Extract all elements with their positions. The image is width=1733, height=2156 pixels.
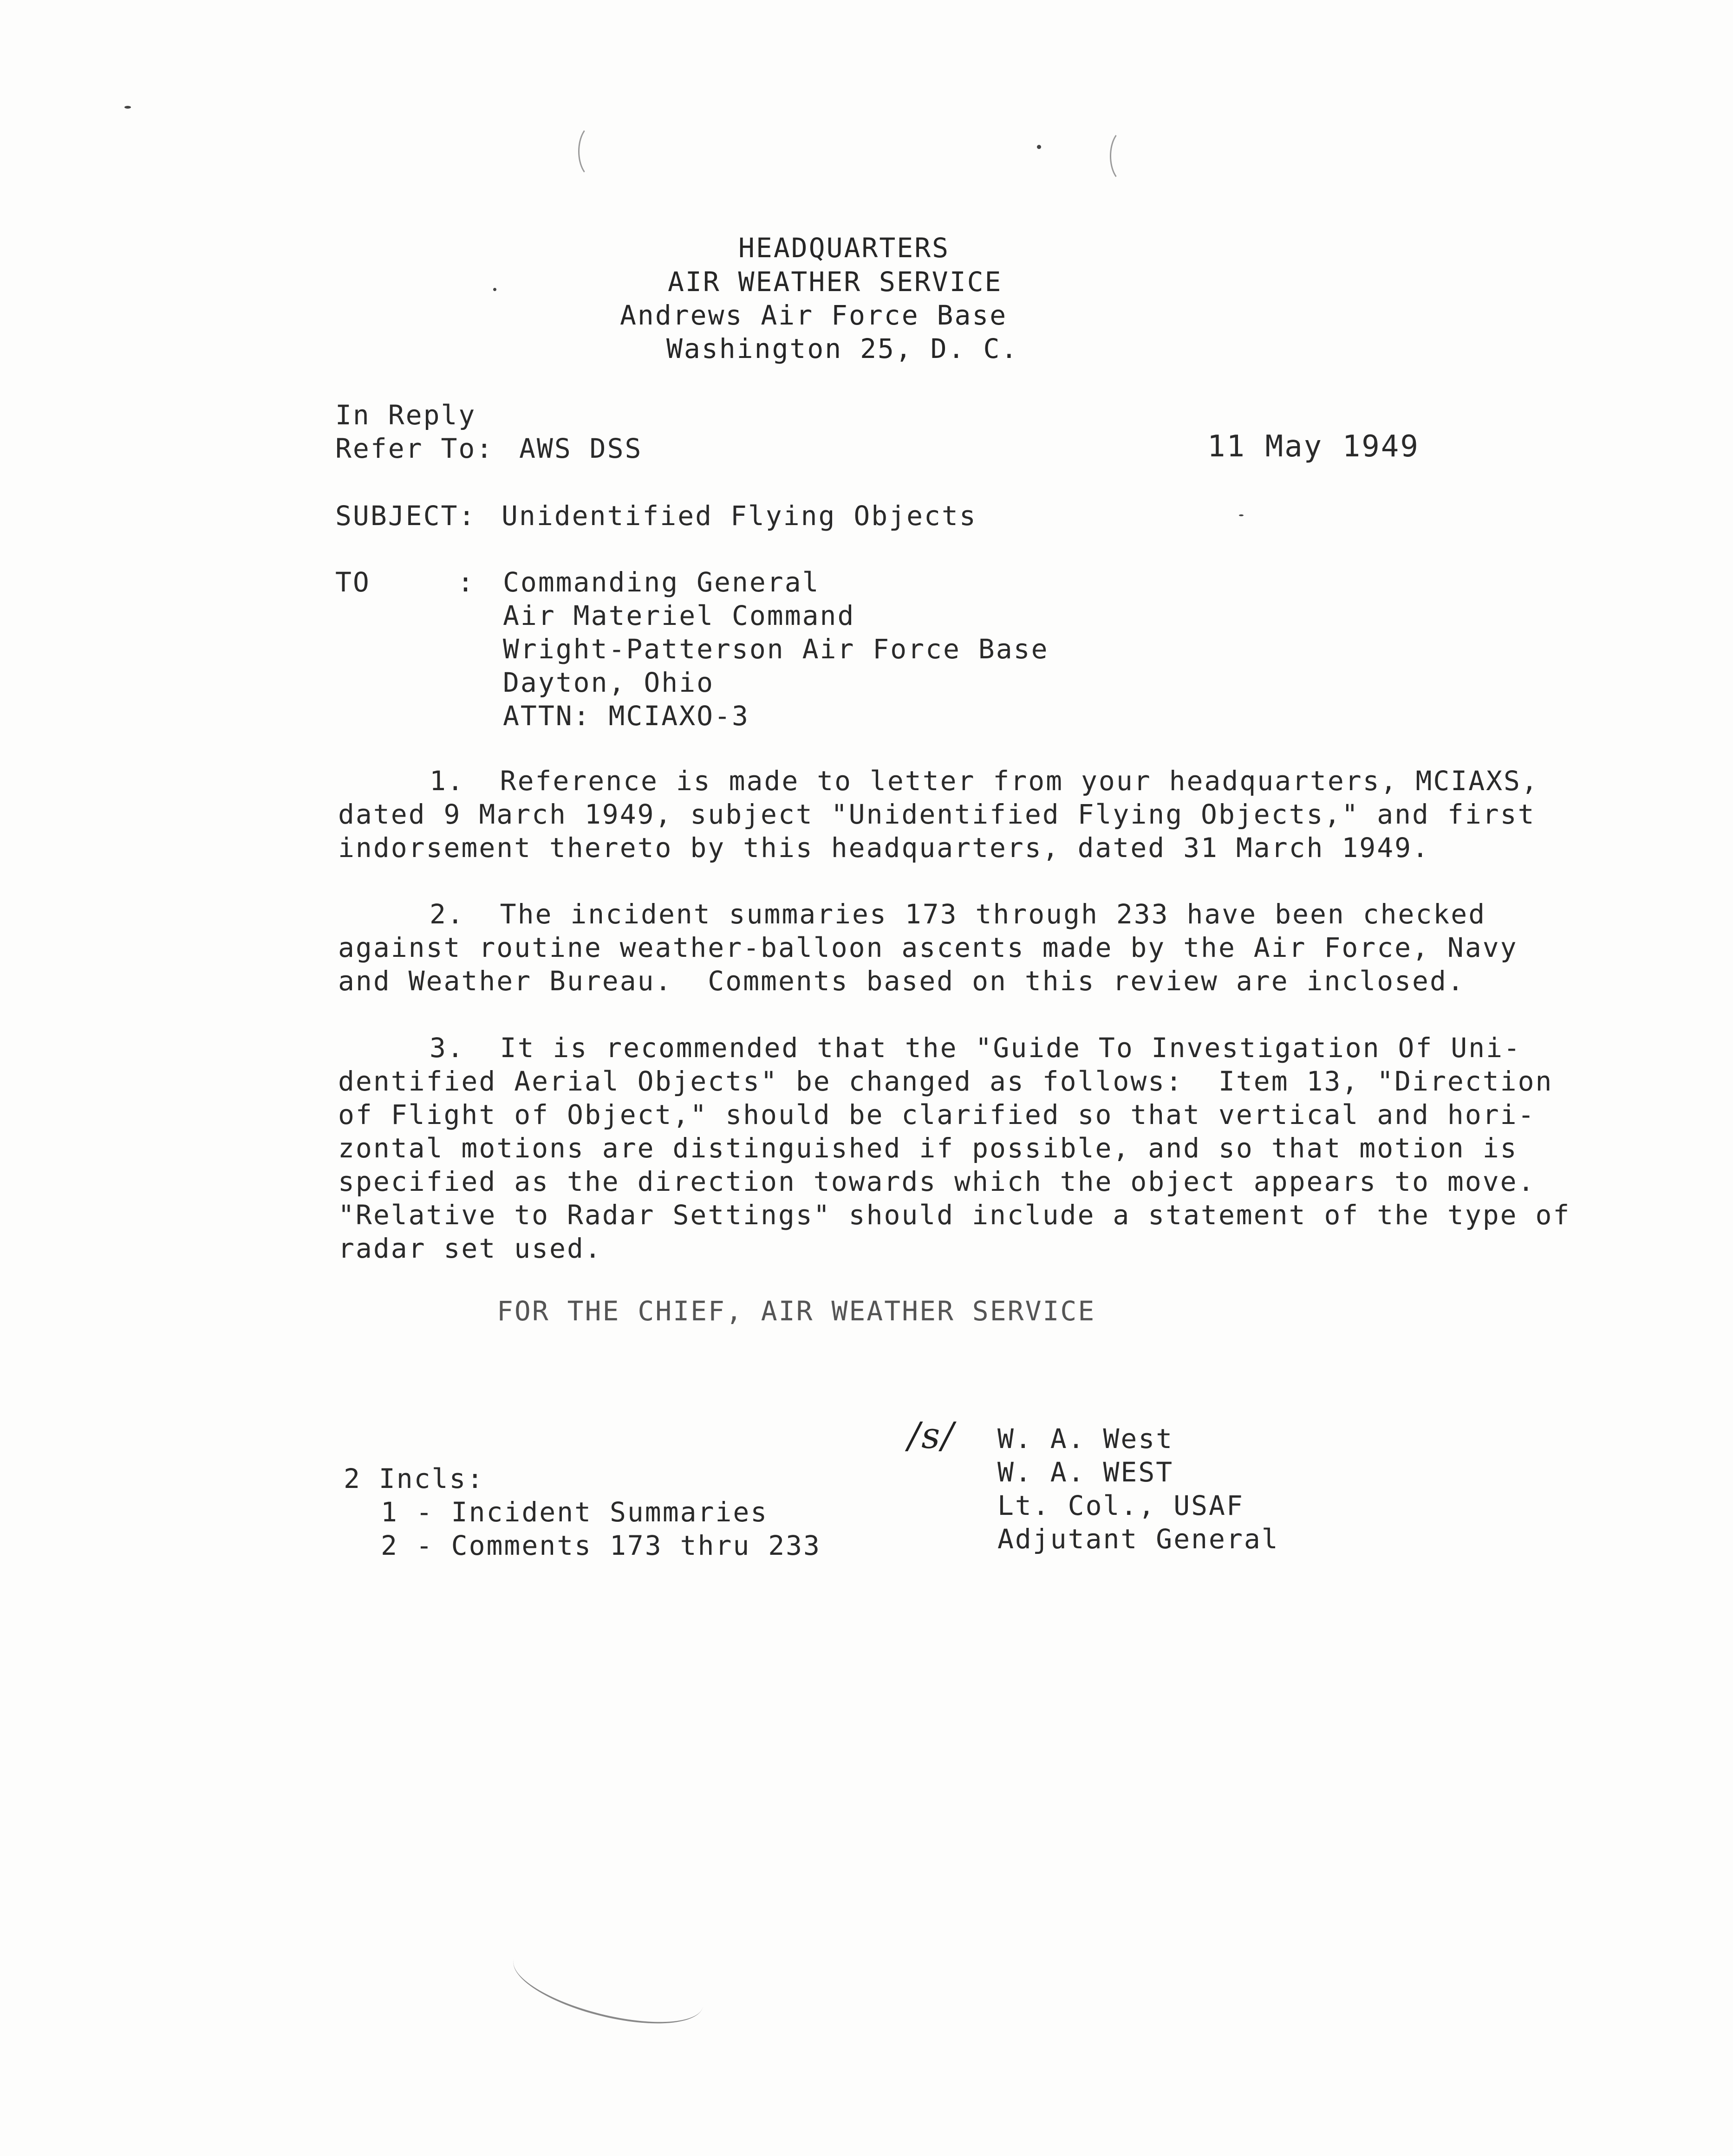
scan-arc	[578, 124, 609, 178]
in-reply-label: In Reply	[335, 399, 476, 431]
scan-speck	[1037, 145, 1041, 149]
letterhead-line-4: Washington 25, D. C.	[666, 333, 1019, 364]
paragraph-3-line-4: zontal motions are distinguished if possible, and so that motion is	[338, 1132, 1518, 1164]
letterhead-line-1: HEADQUARTERS	[738, 232, 950, 264]
paragraph-3-line-3: of Flight of Object," should be clarified so that vertical and hori-	[338, 1099, 1536, 1130]
paragraph-1-line-1: 1. Reference is made to letter from your headquarters, MCIAXS,	[430, 765, 1539, 797]
refer-to-label: Refer To:	[335, 433, 494, 464]
to-line-5: ATTN: MCIAXO-3	[503, 700, 749, 732]
paragraph-2-line-1: 2. The incident summaries 173 through 233 have been checked	[430, 898, 1486, 930]
signoff-line: FOR THE CHIEF, AIR WEATHER SERVICE	[497, 1295, 1096, 1327]
to-line-4: Dayton, Ohio	[503, 667, 715, 698]
letter-date: 11 May 1949	[1207, 429, 1420, 464]
to-line-2: Air Materiel Command	[503, 600, 855, 631]
signature-mark: /s/	[908, 1415, 955, 1457]
scan-speck	[1239, 514, 1244, 516]
to-colon: :	[457, 566, 475, 598]
to-line-3: Wright-Patterson Air Force Base	[503, 633, 1049, 665]
letterhead-line-3: Andrews Air Force Base	[620, 299, 1008, 331]
scan-curve	[506, 1927, 711, 2039]
inclosures-label: 2 Incls:	[344, 1463, 485, 1494]
paragraph-3-line-1: 3. It is recommended that the "Guide To Investigation Of Uni-	[430, 1032, 1521, 1064]
signature-signed-name: W. A. West	[997, 1423, 1174, 1455]
to-label: TO	[335, 566, 371, 598]
paragraph-2-line-2: against routine weather-balloon ascents made by the Air Force, Navy	[338, 932, 1518, 963]
subject-label: SUBJECT:	[335, 500, 476, 532]
paragraph-3-line-6: "Relative to Radar Settings" should include a statement of the type of	[338, 1199, 1571, 1231]
scan-arc	[1110, 129, 1140, 183]
paragraph-3-line-5: specified as the direction towards which the object appears to move.	[338, 1166, 1536, 1197]
subject-value: Unidentified Flying Objects	[502, 500, 977, 532]
paragraph-1-line-3: indorsement thereto by this headquarters, dated 31 March 1949.	[338, 832, 1430, 864]
signature-title: Adjutant General	[997, 1523, 1279, 1555]
to-line-1: Commanding General	[503, 566, 820, 598]
scan-speck	[493, 288, 496, 291]
letterhead-line-2: AIR WEATHER SERVICE	[668, 266, 1003, 298]
signature-rank: Lt. Col., USAF	[997, 1490, 1244, 1521]
paragraph-3-line-7: radar set used.	[338, 1233, 602, 1264]
paragraph-1-line-2: dated 9 March 1949, subject "Unidentified Flying Objects," and first	[338, 799, 1536, 830]
refer-to-value: AWS DSS	[519, 433, 643, 464]
paragraph-2-line-3: and Weather Bureau. Comments based on this review are inclosed.	[338, 965, 1465, 997]
paragraph-3-line-2: dentified Aerial Objects" be changed as follows: Item 13, "Direction	[338, 1065, 1553, 1097]
signature-typed-name: W. A. WEST	[997, 1456, 1174, 1488]
inclosure-item-2: 2 - Comments 173 thru 233	[381, 1530, 821, 1561]
inclosure-item-1: 1 - Incident Summaries	[381, 1496, 769, 1528]
scan-speck	[124, 106, 131, 109]
